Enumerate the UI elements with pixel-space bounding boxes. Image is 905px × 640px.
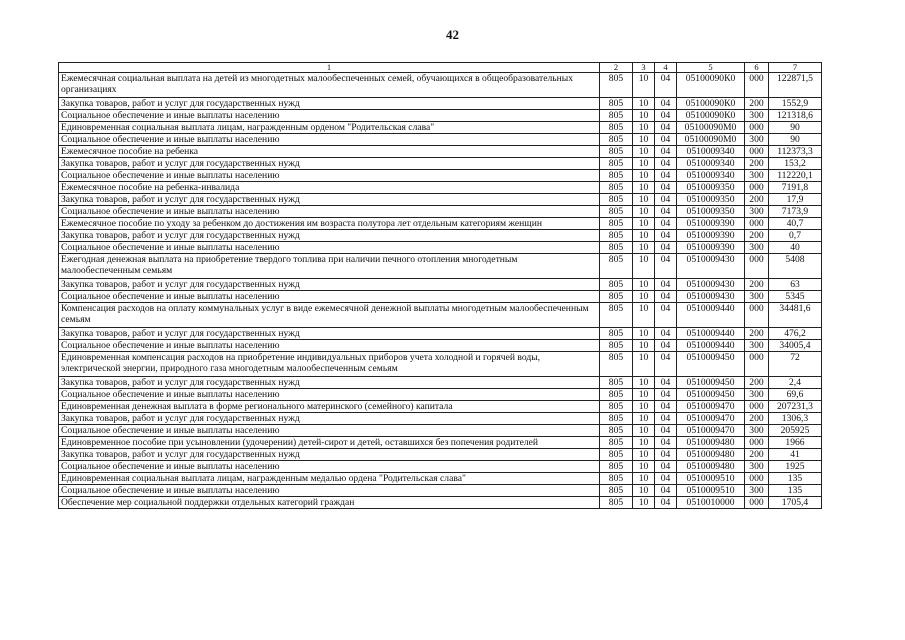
row-name-cell: Единовременная компенсация расходов на приобретение индивидуальных приборов учета холодной и горячей воды, электрической энергии, природного газа многодетным малообеспеченным семьям [59,352,600,377]
row-amount: 121318,6 [769,110,822,122]
table-row [59,279,822,291]
row-target-article: 0510009390 [677,230,745,242]
table-row [59,437,822,449]
row-name-cell: Закупка товаров, работ и услуг для государственных нужд [59,413,600,425]
table-row [59,473,822,485]
row-amount: 40,7 [769,218,822,230]
row-expense-type: 300 [745,110,769,122]
table-row [59,170,822,182]
row-target-article: 0510009480 [677,461,745,473]
row-expense-type: 000 [745,122,769,134]
row-amount: 90 [769,134,822,146]
row-admin-code: 805 [600,303,633,328]
row-subsection: 04 [655,461,677,473]
table-row [59,497,822,509]
row-section: 10 [633,377,655,389]
row-amount: 69,6 [769,389,822,401]
row-admin-code: 805 [600,279,633,291]
row-name-cell: Ежемесячное пособие на ребенка [59,146,600,158]
row-name-cell: Социальное обеспечение и иные выплаты населению [59,134,600,146]
table-row [59,242,822,254]
table-row [59,73,822,98]
row-target-article: 05100090М0 [677,134,745,146]
budget-table [58,62,822,509]
row-amount: 112220,1 [769,170,822,182]
row-amount: 1925 [769,461,822,473]
row-expense-type: 200 [745,158,769,170]
row-expense-type: 000 [745,352,769,377]
table-row [59,303,822,328]
row-admin-code: 805 [600,401,633,413]
row-expense-type: 200 [745,449,769,461]
row-name-cell: Закупка товаров, работ и услуг для государственных нужд [59,230,600,242]
table-row [59,328,822,340]
row-target-article: 0510009510 [677,473,745,485]
row-section: 10 [633,437,655,449]
row-expense-type: 300 [745,134,769,146]
header-cell-2: 2 [600,63,633,73]
row-section: 10 [633,254,655,279]
row-subsection: 04 [655,497,677,509]
row-expense-type: 200 [745,413,769,425]
table-row [59,449,822,461]
row-subsection: 04 [655,413,677,425]
row-expense-type: 300 [745,206,769,218]
row-subsection: 04 [655,218,677,230]
row-expense-type: 300 [745,389,769,401]
row-expense-type: 200 [745,230,769,242]
row-amount: 135 [769,473,822,485]
row-expense-type: 300 [745,242,769,254]
row-admin-code: 805 [600,110,633,122]
row-section: 10 [633,170,655,182]
row-subsection: 04 [655,473,677,485]
row-target-article: 0510010000 [677,497,745,509]
row-admin-code: 805 [600,230,633,242]
row-name-cell: Социальное обеспечение и иные выплаты населению [59,110,600,122]
header-cell-6: 6 [745,63,769,73]
row-target-article: 0510009340 [677,146,745,158]
table-row [59,254,822,279]
row-section: 10 [633,182,655,194]
row-name-cell: Закупка товаров, работ и услуг для государственных нужд [59,377,600,389]
row-expense-type: 300 [745,425,769,437]
row-target-article: 0510009390 [677,242,745,254]
row-name-cell: Социальное обеспечение и иные выплаты населению [59,340,600,352]
row-admin-code: 805 [600,122,633,134]
table-row [59,389,822,401]
row-admin-code: 805 [600,437,633,449]
row-subsection: 04 [655,170,677,182]
row-expense-type: 300 [745,170,769,182]
row-admin-code: 805 [600,425,633,437]
row-section: 10 [633,206,655,218]
row-subsection: 04 [655,352,677,377]
table-row [59,291,822,303]
row-target-article: 0510009430 [677,291,745,303]
row-section: 10 [633,158,655,170]
row-expense-type: 000 [745,437,769,449]
row-section: 10 [633,449,655,461]
row-target-article: 0510009340 [677,158,745,170]
row-admin-code: 805 [600,461,633,473]
row-amount: 1306,3 [769,413,822,425]
row-section: 10 [633,134,655,146]
row-target-article: 05100090М0 [677,122,745,134]
row-target-article: 0510009480 [677,437,745,449]
row-name-cell: Социальное обеспечение и иные выплаты населению [59,206,600,218]
row-amount: 34005,4 [769,340,822,352]
table-row [59,340,822,352]
row-section: 10 [633,473,655,485]
row-subsection: 04 [655,401,677,413]
row-name-cell: Социальное обеспечение и иные выплаты населению [59,461,600,473]
row-subsection: 04 [655,425,677,437]
row-name-cell: Единовременное пособие при усыновлении (удочерении) детей-сирот и детей, оставшихся без попечения родителей [59,437,600,449]
row-admin-code: 805 [600,242,633,254]
row-name-cell: Социальное обеспечение и иные выплаты населению [59,291,600,303]
page-number: 42 [446,27,459,42]
table-row [59,110,822,122]
row-subsection: 04 [655,110,677,122]
row-name-cell: Ежемесячное пособие на ребенка-инвалида [59,182,600,194]
row-subsection: 04 [655,98,677,110]
row-subsection: 04 [655,242,677,254]
table-row [59,413,822,425]
row-subsection: 04 [655,73,677,98]
table-row [59,377,822,389]
row-section: 10 [633,485,655,497]
table-row [59,122,822,134]
row-admin-code: 805 [600,389,633,401]
row-name-cell: Закупка товаров, работ и услуг для государственных нужд [59,328,600,340]
row-expense-type: 000 [745,218,769,230]
row-section: 10 [633,413,655,425]
row-expense-type: 000 [745,401,769,413]
table-row [59,425,822,437]
row-amount: 72 [769,352,822,377]
row-admin-code: 805 [600,377,633,389]
row-amount: 1552,9 [769,98,822,110]
table-row [59,182,822,194]
row-target-article: 0510009440 [677,340,745,352]
row-admin-code: 805 [600,449,633,461]
row-amount: 40 [769,242,822,254]
row-subsection: 04 [655,328,677,340]
row-subsection: 04 [655,340,677,352]
row-name-cell: Ежегодная денежная выплата на приобретение твердого топлива при наличии печного отопления многодетным малообеспеченным семьям [59,254,600,279]
row-amount: 205925 [769,425,822,437]
row-admin-code: 805 [600,206,633,218]
table-row [59,461,822,473]
row-name-cell: Ежемесячное пособие по уходу за ребенком до достижения им возраста полутора лет отдельным категориям женщин [59,218,600,230]
row-name-cell: Закупка товаров, работ и услуг для государственных нужд [59,194,600,206]
row-target-article: 05100090К0 [677,98,745,110]
row-target-article: 0510009440 [677,328,745,340]
row-target-article: 05100090К0 [677,73,745,98]
row-target-article: 0510009470 [677,425,745,437]
row-section: 10 [633,279,655,291]
row-admin-code: 805 [600,352,633,377]
row-admin-code: 805 [600,497,633,509]
row-expense-type: 200 [745,98,769,110]
row-section: 10 [633,303,655,328]
row-expense-type: 200 [745,328,769,340]
row-expense-type: 000 [745,182,769,194]
row-target-article: 0510009430 [677,254,745,279]
row-section: 10 [633,328,655,340]
row-amount: 0,7 [769,230,822,242]
row-name-cell: Социальное обеспечение и иные выплаты населению [59,170,600,182]
row-section: 10 [633,146,655,158]
row-expense-type: 000 [745,254,769,279]
row-admin-code: 805 [600,413,633,425]
row-target-article: 0510009450 [677,389,745,401]
row-expense-type: 300 [745,291,769,303]
row-amount: 7173,9 [769,206,822,218]
row-target-article: 0510009480 [677,449,745,461]
row-section: 10 [633,122,655,134]
table-row [59,158,822,170]
row-admin-code: 805 [600,73,633,98]
row-target-article: 0510009510 [677,485,745,497]
row-section: 10 [633,230,655,242]
row-expense-type: 200 [745,377,769,389]
table-row [59,352,822,377]
row-name-cell: Ежемесячная социальная выплата на детей из многодетных малообеспеченных семей, обучающихся в общеобразовательных организациях [59,73,600,98]
row-admin-code: 805 [600,340,633,352]
row-subsection: 04 [655,389,677,401]
row-subsection: 04 [655,279,677,291]
row-expense-type: 300 [745,461,769,473]
row-name-cell: Единовременная социальная выплата лицам, награжденным орденом "Родительская слава" [59,122,600,134]
row-name-cell: Социальное обеспечение и иные выплаты населению [59,425,600,437]
row-section: 10 [633,194,655,206]
row-target-article: 0510009470 [677,413,745,425]
row-amount: 5345 [769,291,822,303]
row-name-cell: Социальное обеспечение и иные выплаты населению [59,242,600,254]
row-subsection: 04 [655,122,677,134]
table-row [59,194,822,206]
row-name-cell: Закупка товаров, работ и услуг для государственных нужд [59,158,600,170]
row-expense-type: 200 [745,194,769,206]
row-admin-code: 805 [600,485,633,497]
header-cell-4: 4 [655,63,677,73]
row-amount: 122871,5 [769,73,822,98]
header-cell-3: 3 [633,63,655,73]
table-row [59,485,822,497]
table-row [59,206,822,218]
row-section: 10 [633,401,655,413]
row-target-article: 0510009390 [677,218,745,230]
row-subsection: 04 [655,230,677,242]
row-admin-code: 805 [600,254,633,279]
row-section: 10 [633,352,655,377]
row-subsection: 04 [655,158,677,170]
row-subsection: 04 [655,134,677,146]
row-amount: 112373,3 [769,146,822,158]
row-subsection: 04 [655,291,677,303]
row-amount: 63 [769,279,822,291]
row-name-cell: Закупка товаров, работ и услуг для государственных нужд [59,98,600,110]
row-amount: 135 [769,485,822,497]
row-target-article: 05100090К0 [677,110,745,122]
row-section: 10 [633,98,655,110]
row-section: 10 [633,425,655,437]
row-name-cell: Компенсация расходов на оплату коммунальных услуг в виде ежемесячной денежной выплаты многодетным малообеспеченным семьям [59,303,600,328]
row-expense-type: 000 [745,473,769,485]
row-amount: 17,9 [769,194,822,206]
header-cell-5: 5 [677,63,745,73]
row-amount: 7191,8 [769,182,822,194]
row-amount: 90 [769,122,822,134]
row-name-cell: Единовременная социальная выплата лицам, награжденным медалью ордена "Родительская слава" [59,473,600,485]
row-expense-type: 000 [745,497,769,509]
row-admin-code: 805 [600,170,633,182]
row-target-article: 0510009350 [677,194,745,206]
row-admin-code: 805 [600,146,633,158]
row-expense-type: 200 [745,279,769,291]
row-section: 10 [633,218,655,230]
row-target-article: 0510009340 [677,170,745,182]
row-section: 10 [633,340,655,352]
row-target-article: 0510009450 [677,352,745,377]
row-subsection: 04 [655,437,677,449]
row-name-cell: Единовременная денежная выплата в форме регионального материнского (семейного) капитала [59,401,600,413]
row-amount: 207231,3 [769,401,822,413]
row-admin-code: 805 [600,134,633,146]
row-section: 10 [633,291,655,303]
row-subsection: 04 [655,449,677,461]
row-section: 10 [633,242,655,254]
table-row [59,230,822,242]
header-cell-1: 1 [59,63,600,73]
row-section: 10 [633,461,655,473]
row-admin-code: 805 [600,98,633,110]
row-amount: 476,2 [769,328,822,340]
row-admin-code: 805 [600,291,633,303]
row-target-article: 0510009470 [677,401,745,413]
row-name-cell: Социальное обеспечение и иные выплаты населению [59,389,600,401]
row-name-cell: Закупка товаров, работ и услуг для государственных нужд [59,449,600,461]
row-amount: 1966 [769,437,822,449]
row-subsection: 04 [655,146,677,158]
row-expense-type: 000 [745,146,769,158]
row-name-cell: Обеспечение мер социальной поддержки отдельных категорий граждан [59,497,600,509]
row-admin-code: 805 [600,328,633,340]
row-section: 10 [633,110,655,122]
row-expense-type: 000 [745,303,769,328]
header-cell-7: 7 [769,63,822,73]
row-subsection: 04 [655,377,677,389]
row-amount: 5408 [769,254,822,279]
row-target-article: 0510009450 [677,377,745,389]
row-expense-type: 300 [745,485,769,497]
row-subsection: 04 [655,303,677,328]
table-row [59,218,822,230]
row-name-cell: Закупка товаров, работ и услуг для государственных нужд [59,279,600,291]
row-subsection: 04 [655,254,677,279]
row-amount: 2,4 [769,377,822,389]
row-name-cell: Социальное обеспечение и иные выплаты населению [59,485,600,497]
table-row [59,98,822,110]
row-admin-code: 805 [600,158,633,170]
row-target-article: 0510009350 [677,182,745,194]
row-subsection: 04 [655,485,677,497]
row-admin-code: 805 [600,473,633,485]
row-target-article: 0510009430 [677,279,745,291]
row-subsection: 04 [655,182,677,194]
row-section: 10 [633,497,655,509]
row-target-article: 0510009440 [677,303,745,328]
row-amount: 41 [769,449,822,461]
table-row [59,134,822,146]
row-admin-code: 805 [600,194,633,206]
row-target-article: 0510009350 [677,206,745,218]
row-subsection: 04 [655,194,677,206]
row-expense-type: 000 [745,73,769,98]
header-row [59,63,822,73]
row-amount: 1705,4 [769,497,822,509]
table-row [59,146,822,158]
table-row [59,401,822,413]
row-subsection: 04 [655,206,677,218]
row-section: 10 [633,389,655,401]
row-amount: 34481,6 [769,303,822,328]
row-section: 10 [633,73,655,98]
row-expense-type: 300 [745,340,769,352]
row-admin-code: 805 [600,218,633,230]
row-admin-code: 805 [600,182,633,194]
row-amount: 153,2 [769,158,822,170]
